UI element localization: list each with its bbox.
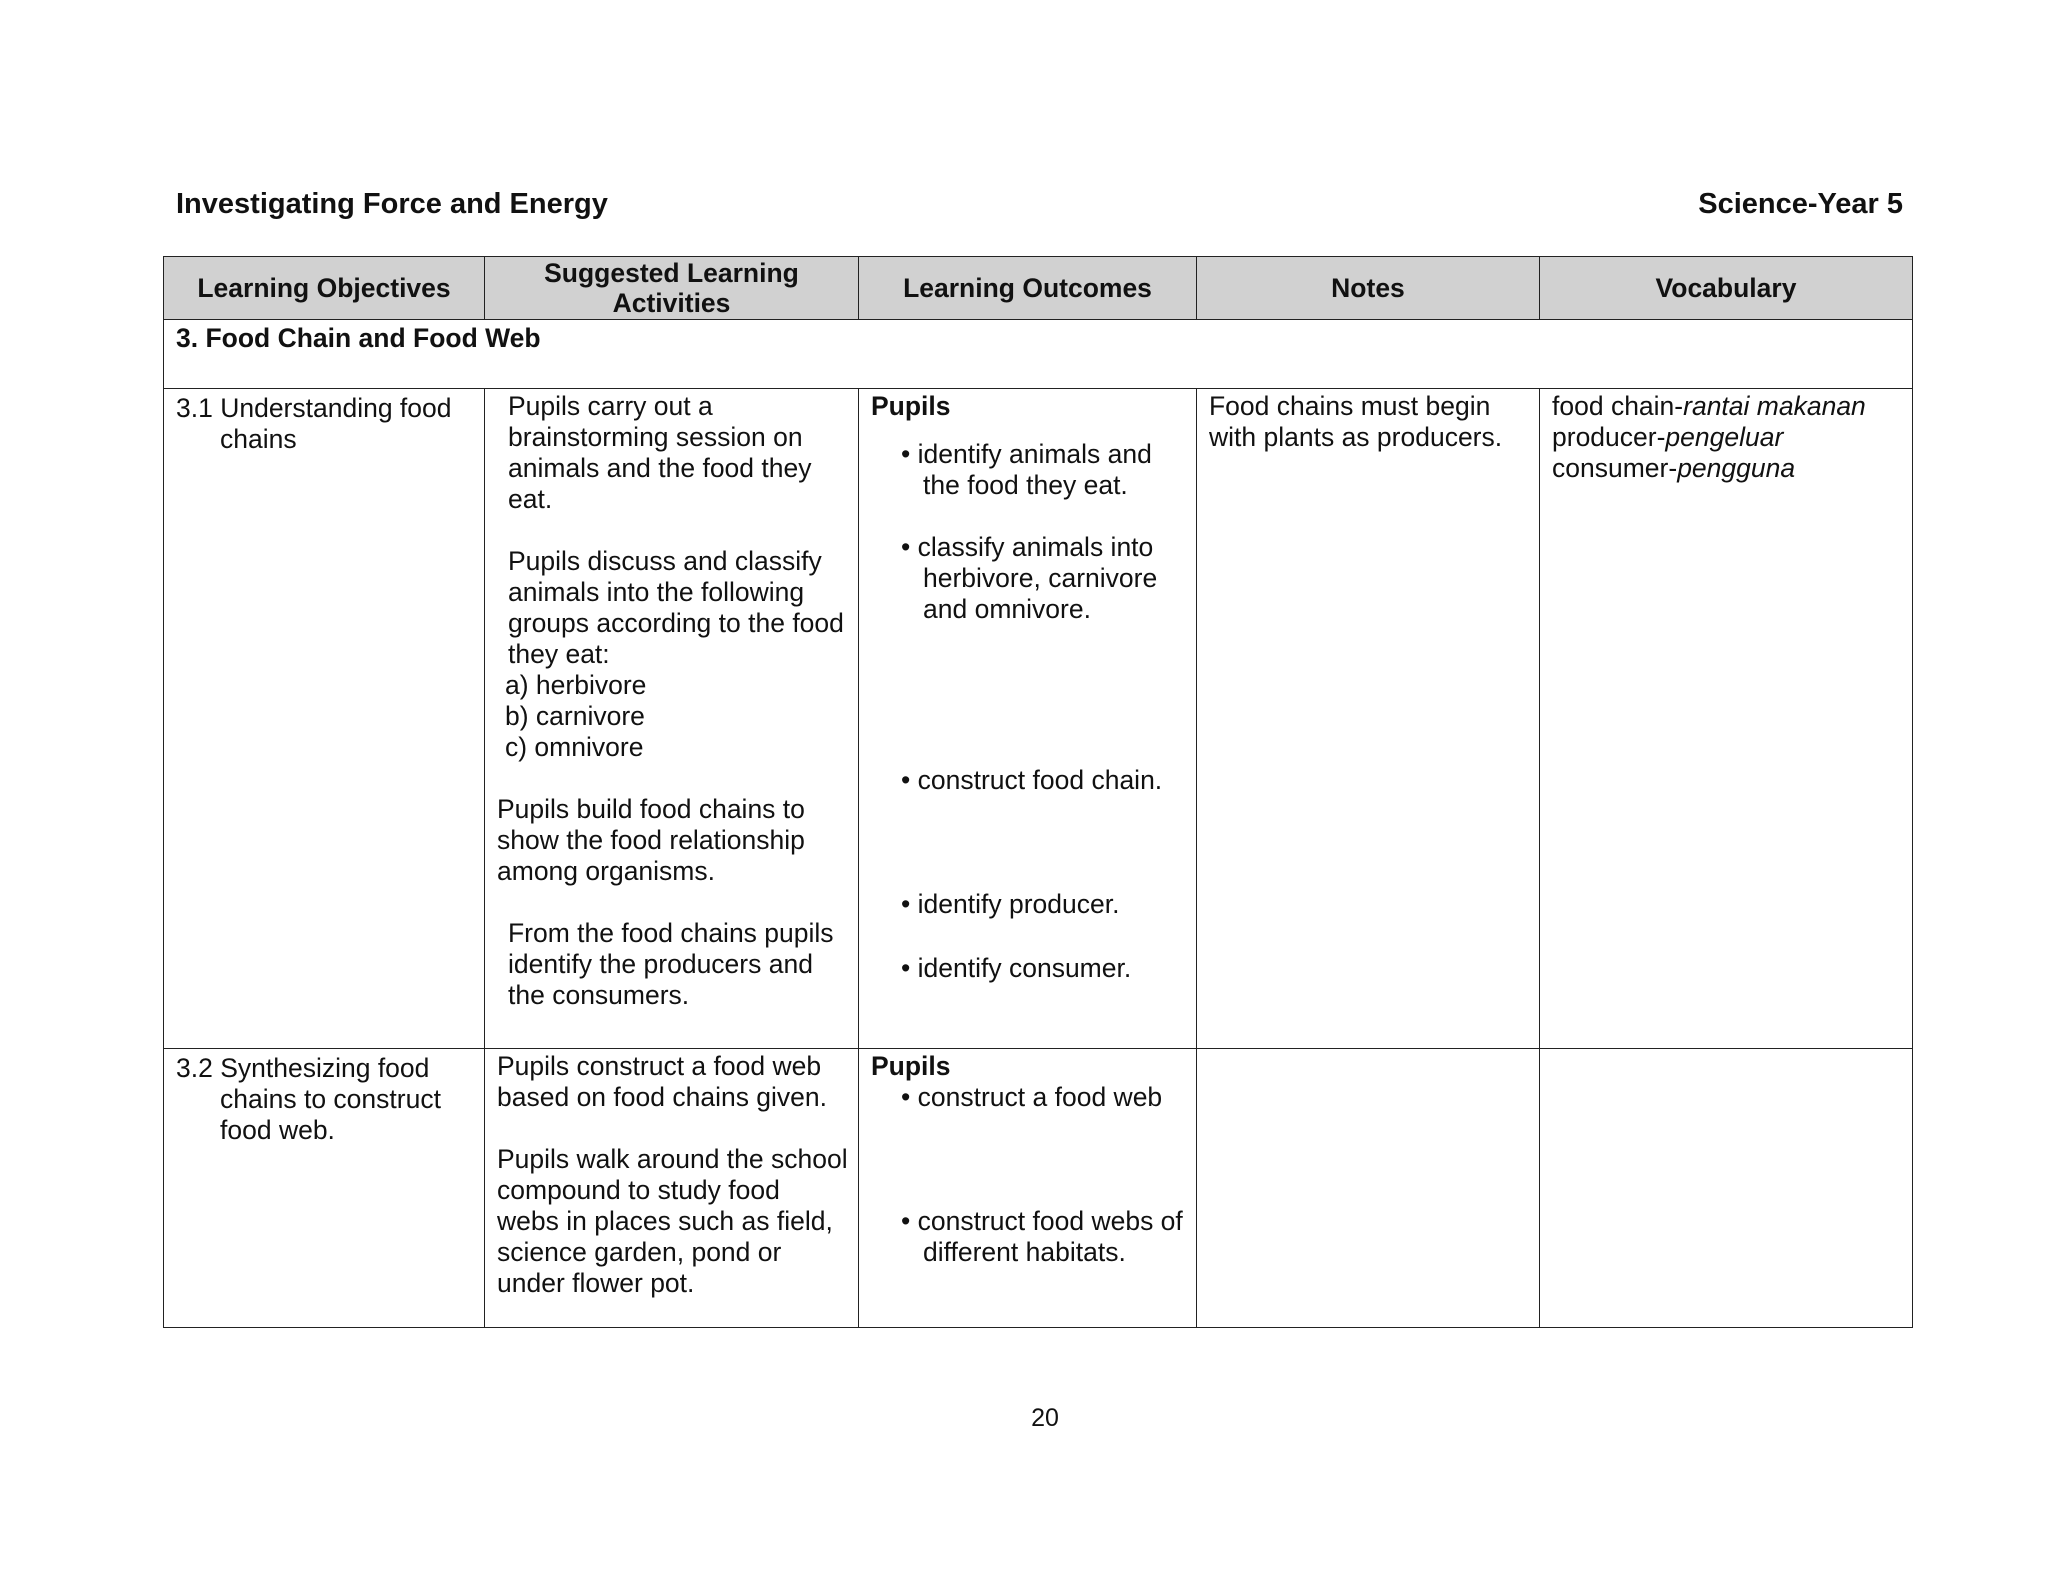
activity-text: From the food chains pupils identify the producers and the consumers.: [508, 918, 834, 1010]
activities-cell: [485, 389, 859, 1049]
bullet-icon: •: [901, 1082, 918, 1112]
outcome-item: [871, 889, 1188, 920]
activity-text: Pupils construct a food web based on food chains given.: [497, 1051, 828, 1112]
objective-text: 3.2 Synthesizing food chains to construct food web.: [176, 1053, 441, 1145]
outcome-item: [871, 439, 1188, 501]
column-header-learning-objectives: Learning Objectives: [164, 257, 485, 320]
activity-list: [497, 670, 848, 763]
bullet-icon: •: [901, 439, 918, 469]
vocabulary-term: consumer-: [1552, 453, 1678, 483]
vocabulary-item: [1552, 453, 1902, 484]
bullet-icon: •: [901, 889, 918, 919]
outcome-text: identify animals and the food they eat.: [917, 439, 1152, 500]
activity-text: Pupils walk around the school compound to study food webs in places such as field, science garden, pond or under flower pot.: [497, 1144, 848, 1298]
notes-cell: [1197, 1049, 1540, 1328]
activity-text: Pupils discuss and classify animals into the following groups according to the food they eat:: [508, 546, 844, 669]
list-item: b) carnivore: [505, 701, 645, 731]
document-subject: Science-Year 5: [1698, 188, 1903, 220]
objective-text: 3.1 Understanding food chains: [176, 393, 452, 454]
column-header-vocabulary: Vocabulary: [1540, 257, 1913, 320]
vocabulary-term: food chain-: [1552, 391, 1684, 421]
vocabulary-term: producer-: [1552, 422, 1666, 452]
syllabus-table: [163, 256, 1913, 1328]
outcomes-cell: [859, 1049, 1197, 1328]
section-row: [164, 320, 1913, 389]
notes-cell: [1197, 389, 1540, 1049]
outcomes-heading: Pupils: [871, 1051, 951, 1081]
outcome-text: identify producer.: [917, 889, 1120, 919]
vocabulary-translation: pengguna: [1677, 453, 1796, 483]
document-title: Investigating Force and Energy: [176, 188, 608, 220]
bullet-icon: •: [901, 532, 918, 562]
list-item: c) omnivore: [505, 732, 644, 762]
bullet-icon: •: [901, 953, 918, 983]
objective-cell: [164, 1049, 485, 1328]
vocabulary-translation: pengeluar: [1665, 422, 1784, 452]
objective-cell: [164, 389, 485, 1049]
outcome-text: construct food webs of different habitats.: [917, 1206, 1183, 1267]
activity-text: Pupils carry out a brainstorming session on animals and the food they eat.: [508, 391, 812, 514]
table-header-row: [164, 257, 1913, 320]
column-header-learning-outcomes: Learning Outcomes: [859, 257, 1197, 320]
bullet-icon: •: [901, 1206, 918, 1236]
outcome-item: [871, 765, 1188, 796]
outcome-text: classify animals into herbivore, carnivore and omnivore.: [917, 532, 1158, 624]
bullet-icon: •: [901, 765, 918, 795]
column-header-suggested-activities: Suggested Learning Activities: [485, 257, 859, 320]
outcomes-cell: [859, 389, 1197, 1049]
section-title: 3. Food Chain and Food Web: [164, 320, 1913, 389]
vocabulary-cell: [1540, 1049, 1913, 1328]
column-header-notes: Notes: [1197, 257, 1540, 320]
outcome-item: [871, 953, 1188, 984]
vocabulary-translation: rantai makanan: [1683, 391, 1866, 421]
table-row: [164, 389, 1913, 1049]
outcome-item: [871, 532, 1188, 625]
vocabulary-item: [1552, 422, 1902, 453]
vocabulary-cell: [1540, 389, 1913, 1049]
outcomes-heading: Pupils: [871, 391, 951, 421]
notes-text: Food chains must begin with plants as producers.: [1209, 391, 1503, 452]
outcome-text: construct food chain.: [917, 765, 1163, 795]
table-row: [164, 1049, 1913, 1328]
outcome-text: construct a food web: [917, 1082, 1163, 1112]
activities-cell: [485, 1049, 859, 1328]
outcome-item: [871, 1082, 1188, 1113]
outcome-text: identify consumer.: [917, 953, 1132, 983]
vocabulary-item: [1552, 391, 1902, 422]
outcome-item: [871, 1206, 1188, 1268]
activity-text: Pupils build food chains to show the food relationship among organisms.: [497, 794, 805, 886]
page-number: 20: [1031, 1404, 1059, 1432]
list-item: a) herbivore: [505, 670, 647, 700]
